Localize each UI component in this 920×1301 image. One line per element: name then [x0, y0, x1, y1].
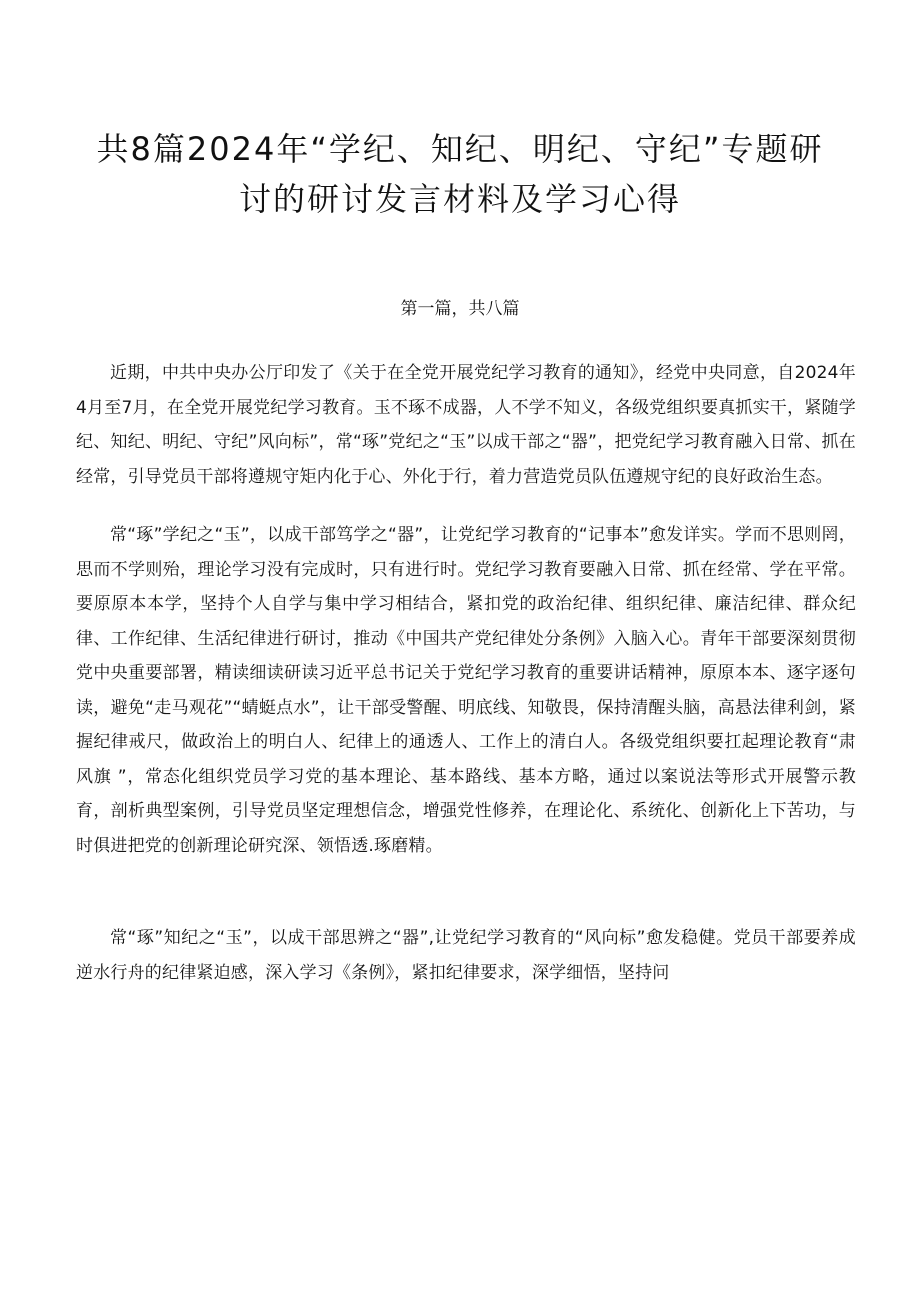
paragraph-2: 常“琢”学纪之“玉”，以成干部笃学之“器”，让党纪学习教育的“记事本”愈发详实。学而不思则罔，思而不学则殆，理论学习没有完成时，只有进行时。党纪学习教育要融入日常、抓在经常、学在平常。要原原本本学，坚持个人自学与集中学习相结合，紧扣党的政治纪律、组织纪律、廉洁纪律、群众纪律、工作纪律、生活纪律进行研讨，推动《中国共产党纪律处分条例》入脑入心。青年干部要深刻贯彻党中央重要部署，精读细读研读习近平总书记关于党纪学习教育的重要讲话精神，原原本本、逐字逐句读，避免“走马观花”“蜻蜓点水”，让干部受警醒、明底线、知敬畏，保持清醒头脑，高悬法律利剑，紧握纪律戒尺，做政治上的明白人、纪律上的通透人、工作上的清白人。各级党组织要扛起理论教育“肃风旗 ”，常态化组织党员学习党的基本理论、基本路线、基本方略，通过以案说法等形式开展警示教育，剖析典型案例，引导党员坚定理想信念，增强党性修养，在理论化、系统化、创新化上下苦功，与时俱进把党的创新理论研究深、领悟透.琢磨精。: [76, 525, 856, 856]
document-title: [60, 124, 860, 224]
document-title-line-2: 讨的研讨发言材料及学习心得: [238, 180, 681, 218]
section-heading: 第一篇，共八篇: [400, 299, 520, 319]
paragraph-1: 近期，中共中央办公厅印发了《关于在全党开展党纪学习教育的通知》，经党中央同意，自2024年4月至7月，在全党开展党纪学习教育。玉不琢不成器，人不学不知义，各级党组织要真抓实干，紧随学纪、知纪、明纪、守纪”风向标”，常“琢”党纪之“玉”以成干部之“器”，把党纪学习教育融入日常、抓在经常，引导党员干部将遵规守矩内化于心、外化于行，着力营造党员队伍遵规守纪的良好政治生态。: [76, 363, 856, 487]
paragraph-3: 常“琢”知纪之“玉”，以成干部思辨之“器”,让党纪学习教育的“风向标”愈发稳健。党员干部要养成逆水行舟的纪律紧迫感，深入学习《条例》，紧扣纪律要求，深学细悟，坚持问: [76, 928, 856, 983]
document-title-line-1: 共8篇2024年“学纪、知纪、明纪、守纪”专题研: [96, 130, 824, 168]
document-body: [76, 356, 856, 990]
